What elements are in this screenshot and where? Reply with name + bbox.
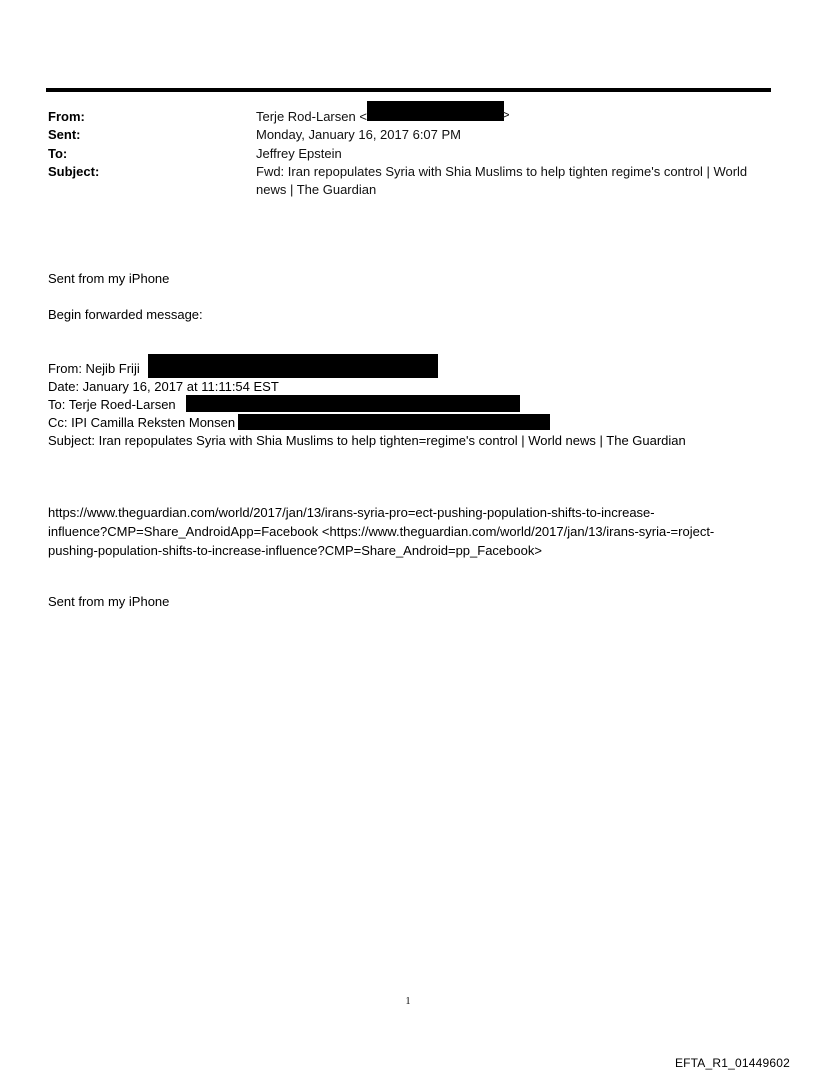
redaction-box	[186, 395, 520, 412]
sent-from-iphone-1: Sent from my iPhone	[48, 271, 170, 286]
page-number: 1	[405, 996, 411, 1007]
document-id: EFTA_R1_01449602	[674, 1056, 790, 1070]
sent-value: Monday, January 16, 2017 6:07 PM	[256, 127, 461, 142]
redaction-box	[148, 354, 438, 378]
to-label: To:	[48, 146, 68, 161]
from-name: Terje Rod-Larsen <	[256, 109, 367, 124]
redaction-box	[238, 414, 550, 430]
to-value: Jeffrey Epstein	[256, 146, 342, 161]
fwd-subject: Subject: Iran repopulates Syria with Shia Muslims to help tighten=regime's control | World news | The Guardian	[48, 433, 686, 448]
redaction-box	[367, 101, 504, 121]
subject-value: Fwd: Iran repopulates Syria with Shia Muslims to help tighten regime's control | World news | The Guardian	[256, 164, 748, 197]
header-rule	[46, 88, 771, 92]
fwd-from: From: Nejib Friji	[48, 361, 140, 376]
sent-from-iphone-2: Sent from my iPhone	[48, 594, 170, 609]
from-label: From:	[48, 109, 85, 124]
fwd-cc: Cc: IPI Camilla Reksten Monsen	[48, 415, 236, 430]
url-line[interactable]: influence?CMP=Share_AndroidApp=Facebook <https://www.theguardian.com/world/2017/jan/13/irans-syria-=roject-	[48, 524, 715, 539]
from-bracket-close: >	[502, 107, 510, 122]
fwd-date: Date: January 16, 2017 at 11:11:54 EST	[48, 379, 279, 394]
begin-forwarded-message: Begin forwarded message:	[48, 307, 203, 322]
url-line[interactable]: https://www.theguardian.com/world/2017/jan/13/irans-syria-pro=ect-pushing-population-shifts-to-increase-	[48, 505, 655, 520]
article-url[interactable]	[48, 503, 768, 560]
fwd-to: To: Terje Roed-Larsen	[48, 397, 176, 412]
url-line[interactable]: pushing-population-shifts-to-increase-influence?CMP=Share_Android=pp_Facebook>	[48, 543, 542, 558]
from-value	[256, 108, 367, 126]
sent-label: Sent:	[48, 127, 81, 142]
subject-label: Subject:	[48, 164, 100, 179]
